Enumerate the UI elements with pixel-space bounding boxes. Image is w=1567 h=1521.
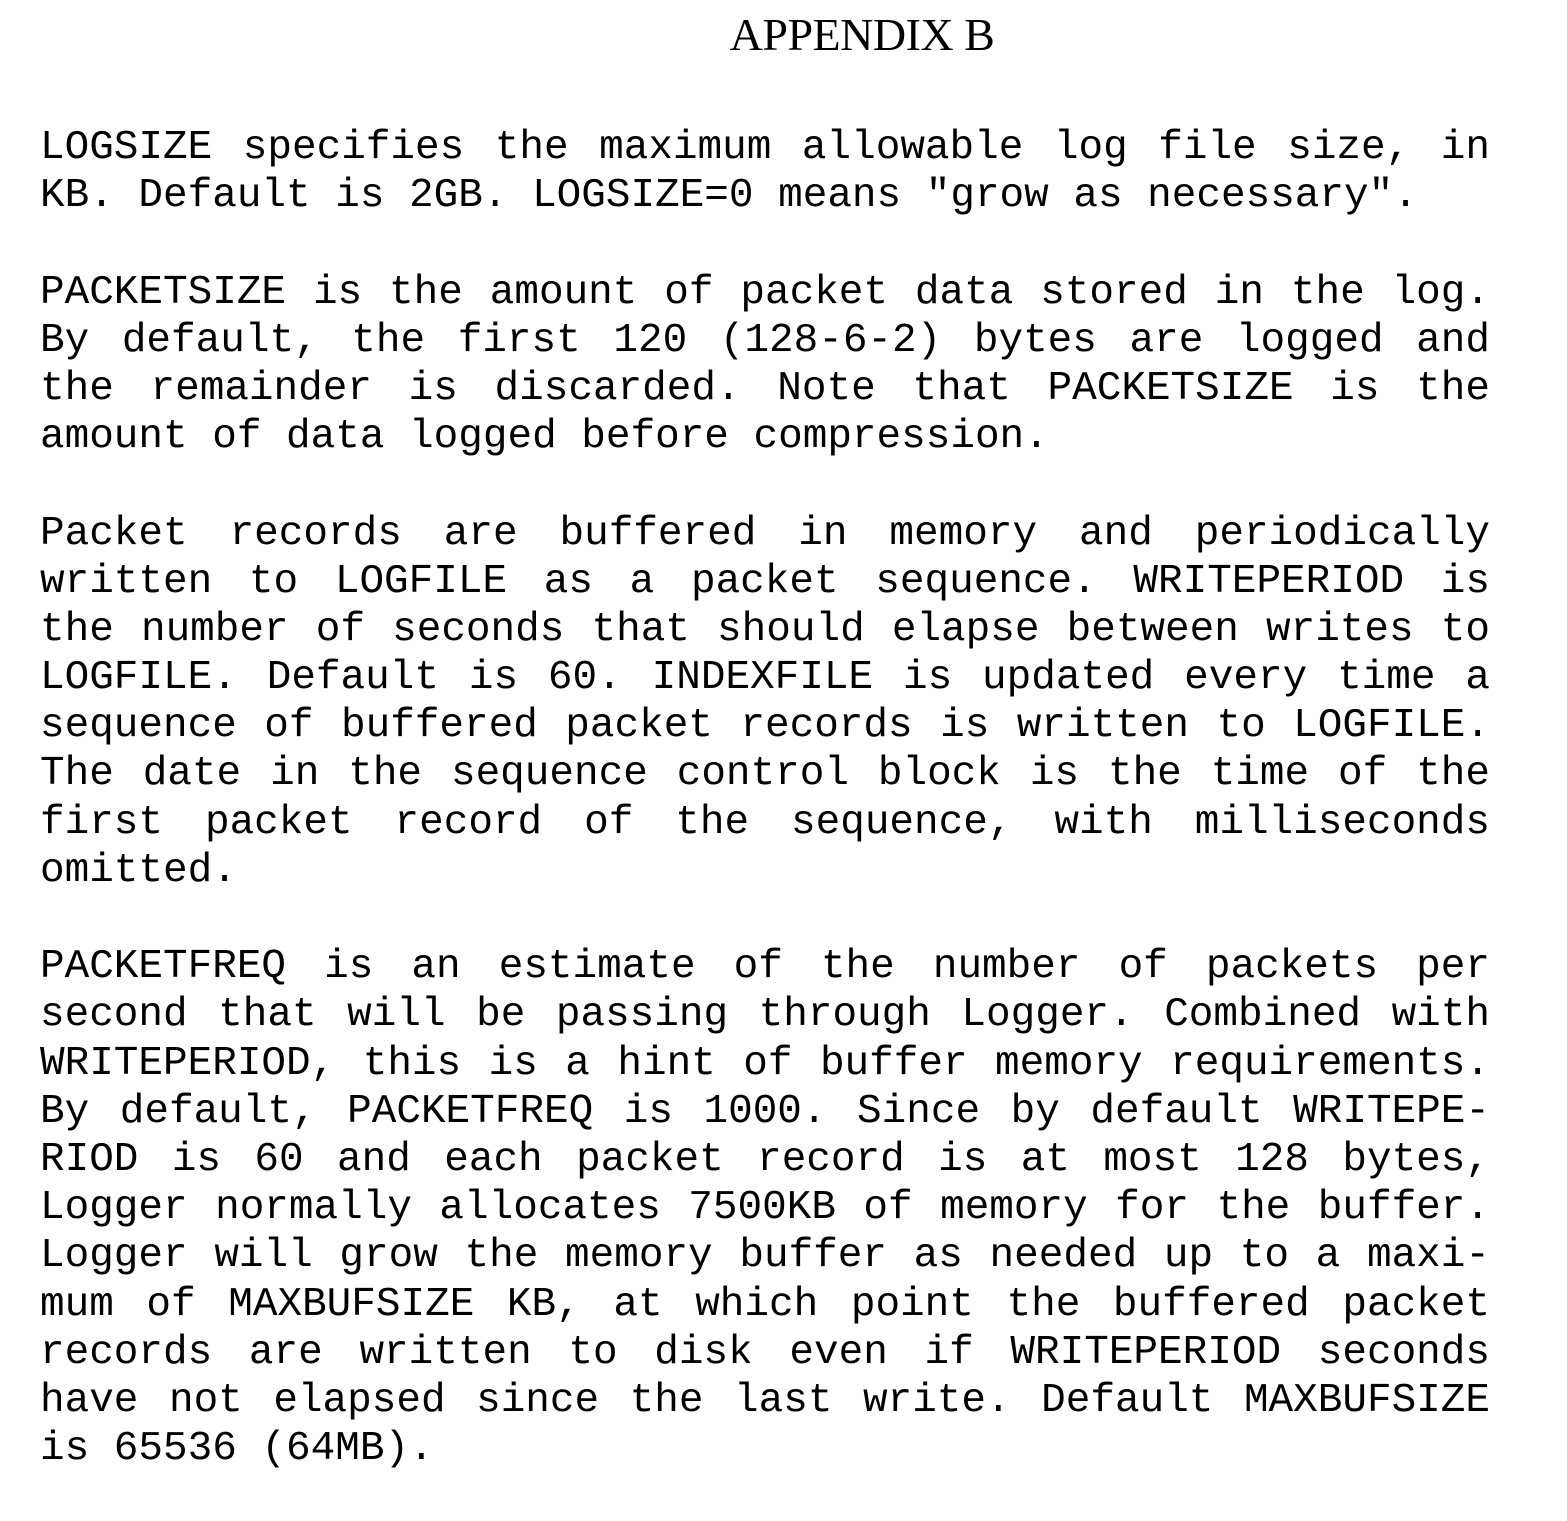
text-line: PACKETFREQ is an estimate of the number of packets per: [40, 943, 1490, 991]
text-line: By default, PACKETFREQ is 1000. Since by default WRITEPE-: [40, 1088, 1490, 1136]
text-line: first packet record of the sequence, with milliseconds: [40, 799, 1490, 847]
text-line: Logger normally allocates 7500KB of memory for the buffer.: [40, 1184, 1490, 1232]
text-line: the number of seconds that should elapse between writes to: [40, 606, 1490, 654]
text-line: records are written to disk even if WRITEPERIOD seconds: [40, 1329, 1490, 1377]
text-line: WRITEPERIOD, this is a hint of buffer memory requirements.: [40, 1040, 1490, 1088]
text-line: Logger will grow the memory buffer as needed up to a maxi-: [40, 1232, 1490, 1280]
text-line: mum of MAXBUFSIZE KB, at which point the buffered packet: [40, 1281, 1490, 1329]
paragraph: [40, 124, 1490, 220]
paragraph: [40, 269, 1490, 462]
page-title: APPENDIX B: [0, 8, 1567, 61]
paragraph: [40, 510, 1490, 896]
text-line: Packet records are buffered in memory and periodically: [40, 510, 1490, 558]
text-line: KB. Default is 2GB. LOGSIZE=0 means "grow as necessary".: [40, 172, 1490, 220]
text-line: omitted.: [40, 847, 1490, 895]
text-line: RIOD is 60 and each packet record is at most 128 bytes,: [40, 1136, 1490, 1184]
text-line: written to LOGFILE as a packet sequence. WRITEPERIOD is: [40, 558, 1490, 606]
text-line: The date in the sequence control block is the time of the: [40, 750, 1490, 798]
text-line: the remainder is discarded. Note that PACKETSIZE is the: [40, 365, 1490, 413]
text-line: PACKETSIZE is the amount of packet data stored in the log.: [40, 269, 1490, 317]
text-line: LOGFILE. Default is 60. INDEXFILE is updated every time a: [40, 654, 1490, 702]
text-line: second that will be passing through Logger. Combined with: [40, 991, 1490, 1039]
text-line: sequence of buffered packet records is written to LOGFILE.: [40, 702, 1490, 750]
document-body: [40, 124, 1490, 1521]
paragraph: [40, 943, 1490, 1473]
text-line: LOGSIZE specifies the maximum allowable log file size, in: [40, 124, 1490, 172]
text-line: have not elapsed since the last write. Default MAXBUFSIZE: [40, 1377, 1490, 1425]
text-line: amount of data logged before compression.: [40, 413, 1490, 461]
text-line: By default, the first 120 (128-6-2) bytes are logged and: [40, 317, 1490, 365]
text-line: is 65536 (64MB).: [40, 1425, 1490, 1473]
